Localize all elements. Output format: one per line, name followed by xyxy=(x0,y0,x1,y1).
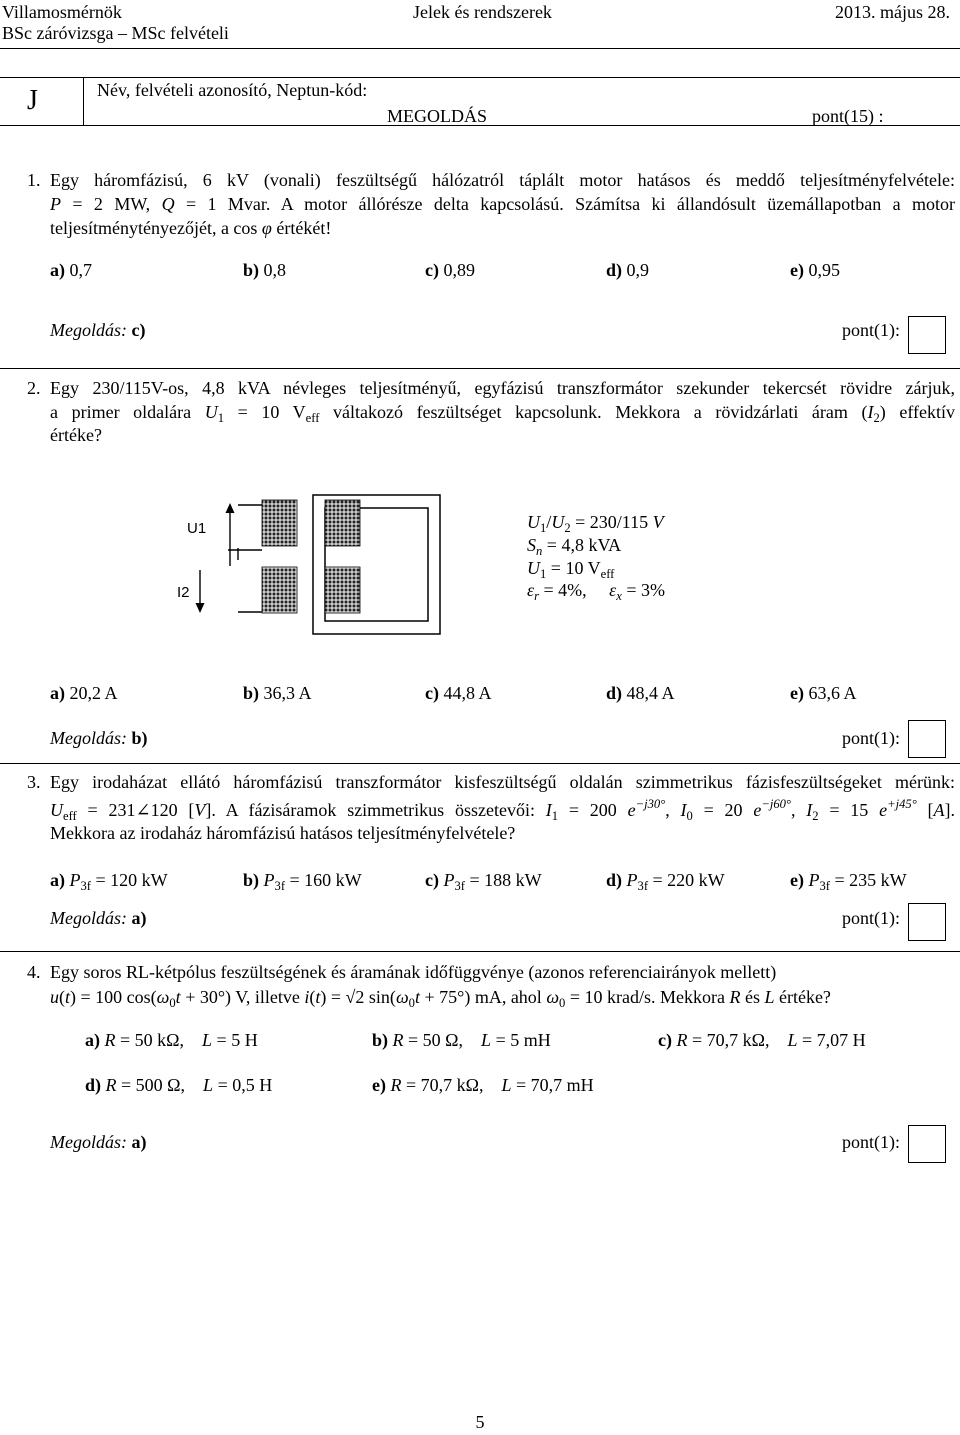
math-symbol: L xyxy=(203,1075,214,1095)
text-run: 0,7 xyxy=(69,260,92,280)
text-run: = 0,5 H xyxy=(213,1075,273,1095)
option-c xyxy=(425,259,475,281)
solution-value: b) xyxy=(131,728,148,748)
total-points-label: pont(15) : xyxy=(812,106,884,126)
problem-text-line xyxy=(50,193,955,215)
solution-value: a) xyxy=(131,1132,147,1152)
option-letter: e) xyxy=(790,870,804,890)
subscript: 1 xyxy=(217,410,225,425)
text-run: [ xyxy=(916,800,934,820)
math-symbol: t xyxy=(65,987,71,1007)
solution-value: a) xyxy=(131,908,147,928)
solution-row xyxy=(50,1131,146,1153)
superscript: −j60° xyxy=(761,797,791,812)
option-letter: d) xyxy=(606,683,623,703)
id-box-top-border xyxy=(0,77,960,78)
problem-number: 1. xyxy=(27,170,41,190)
option-e xyxy=(790,869,907,891)
option-letter: c) xyxy=(425,870,439,890)
figure-param-ratio xyxy=(527,511,664,533)
option-letter: a) xyxy=(85,1030,100,1050)
math-symbol: e xyxy=(753,800,762,820)
problem-divider xyxy=(0,763,960,764)
problem-text-line xyxy=(50,424,955,446)
math-symbol: e xyxy=(879,800,888,820)
primary-coil-inner xyxy=(325,500,360,546)
text-run: Egy irodaházat ellátó háromfázisú transzformátor kisfeszültségű oldalán szimmetrikus fázisfeszültségeket mérünk: xyxy=(50,772,955,792)
header-subject: Jelek és rendszerek xyxy=(413,2,552,22)
text-run: = 70,7 mH xyxy=(511,1075,594,1095)
math-symbol: R xyxy=(392,1030,404,1050)
math-symbol: u xyxy=(50,987,59,1007)
points-label: pont(1): xyxy=(842,728,900,748)
option-a xyxy=(50,682,118,704)
math-symbol: R xyxy=(676,1030,688,1050)
option-letter: b) xyxy=(243,683,260,703)
subscript: 0 xyxy=(408,995,415,1010)
points-box xyxy=(908,1125,946,1163)
problem-divider xyxy=(0,951,960,952)
current-arrowhead xyxy=(196,603,205,613)
problem-text-line xyxy=(50,217,955,239)
text-run: = 1 Mvar. A motor állórésze delta kapcsolású. Számítsa ki állandósult üzemállapotban a motor xyxy=(174,194,956,214)
text-run: és xyxy=(740,987,765,1007)
text-run: 44,8 A xyxy=(443,683,492,703)
current-label-i2: I2 xyxy=(177,584,190,601)
math-symbol: φ xyxy=(261,218,272,238)
text-run: ) effektív xyxy=(879,402,956,422)
math-symbol: L xyxy=(202,1030,213,1050)
option-value xyxy=(264,260,287,280)
secondary-coil-inner xyxy=(325,567,360,613)
math-symbol: U xyxy=(50,800,63,820)
subscript: 3f xyxy=(274,878,286,893)
math-symbol: Q xyxy=(161,194,175,214)
subscript: 0 xyxy=(559,995,566,1010)
points-box xyxy=(908,316,946,354)
text-run: = 231∠120 [ xyxy=(76,800,195,820)
points-box xyxy=(908,720,946,758)
text-run: 20,2 A xyxy=(69,683,118,703)
header-program-line1: Villamosmérnök xyxy=(2,2,122,22)
math-symbol: e xyxy=(627,800,636,820)
math-symbol: ε xyxy=(609,580,617,600)
option-value xyxy=(264,683,312,703)
option-a xyxy=(50,869,168,891)
text-run: a primer oldalára xyxy=(50,402,205,422)
option-letter: e) xyxy=(790,260,804,280)
text-run: = 188 kW xyxy=(464,870,542,890)
math-symbol: P xyxy=(50,194,61,214)
text-run: = 15 xyxy=(818,800,880,820)
primary-coil-outer xyxy=(262,500,297,546)
group-letter: J xyxy=(27,85,38,116)
option-e xyxy=(790,259,840,281)
option-d xyxy=(606,682,675,704)
option-letter: c) xyxy=(425,260,439,280)
option-value xyxy=(443,870,542,893)
math-symbol: U xyxy=(527,512,540,532)
secondary-coil-outer xyxy=(262,567,297,613)
math-symbol: R xyxy=(104,1030,116,1050)
option-c xyxy=(658,1029,866,1051)
subscript: 3f xyxy=(80,878,91,893)
text-run: 36,3 A xyxy=(263,683,312,703)
figure-param-voltage xyxy=(527,557,614,579)
header-program-line2: BSc záróvizsga – MSc felvételi xyxy=(2,23,229,43)
subscript: 1 xyxy=(551,808,559,823)
math-symbol: t xyxy=(414,987,420,1007)
option-a xyxy=(50,259,92,281)
text-run: = 120 kW xyxy=(91,870,168,890)
subscript: 3f xyxy=(819,878,830,893)
subscript: n xyxy=(536,543,543,558)
problem-number: 2. xyxy=(27,378,41,398)
text-run: = 500 Ω, xyxy=(116,1075,204,1095)
text-run: = 10 krad/s. Mekkora xyxy=(565,987,730,1007)
text-run: váltakozó feszültséget kapcsolunk. Mekkora a rövidzárlati áram ( xyxy=(319,402,868,422)
solution-label: Megoldás: xyxy=(50,1132,127,1152)
math-symbol: L xyxy=(764,987,775,1007)
solution-row xyxy=(50,319,145,341)
option-letter: c) xyxy=(425,683,439,703)
option-letter: a) xyxy=(50,260,65,280)
math-symbol: ε xyxy=(527,580,535,600)
option-letter: b) xyxy=(243,870,260,890)
text-run: = 50 kΩ, xyxy=(115,1030,203,1050)
math-symbol: V xyxy=(652,512,664,532)
option-value xyxy=(627,260,650,280)
math-symbol: U xyxy=(527,558,540,578)
problem-text-line xyxy=(50,799,955,821)
text-run: , xyxy=(790,800,807,820)
math-symbol: R xyxy=(390,1075,402,1095)
option-d xyxy=(606,259,649,281)
text-run: Egy soros RL-kétpólus feszültségének és áramának időfüggvénye (azonos referenciairányok mellett) xyxy=(50,962,777,982)
problem-text-line xyxy=(50,771,955,793)
text-run: Mekkora az irodaház háromfázisú hatásos teljesítményfelvétele? xyxy=(50,823,516,843)
math-symbol: P xyxy=(808,870,820,890)
option-letter: a) xyxy=(50,870,65,890)
subscript: eff xyxy=(600,566,615,581)
text-run: = 235 kW xyxy=(829,870,907,890)
text-run: értékét! xyxy=(271,218,332,238)
text-run: = 200 xyxy=(558,800,628,820)
subscript: 1 xyxy=(540,520,547,535)
math-symbol: V xyxy=(194,800,206,820)
text-run: + 75°) mA, ahol xyxy=(419,987,547,1007)
math-symbol: I xyxy=(545,800,552,820)
option-c xyxy=(425,682,492,704)
math-symbol: I xyxy=(867,402,874,422)
option-d xyxy=(85,1074,272,1096)
problem-number: 4. xyxy=(27,962,41,982)
option-value xyxy=(263,870,362,893)
option-value xyxy=(808,683,856,703)
text-run: = 230/115 xyxy=(570,512,653,532)
option-value xyxy=(808,870,907,893)
option-b xyxy=(243,259,286,281)
points-label: pont(1): xyxy=(842,1132,900,1152)
text-run: = 4%, xyxy=(539,580,610,600)
text-run: = 4,8 kVA xyxy=(542,535,622,555)
text-run: 0,89 xyxy=(443,260,475,280)
option-e xyxy=(372,1074,594,1096)
math-symbol: R xyxy=(729,987,741,1007)
text-run: = 2 MW, xyxy=(61,194,162,214)
text-run: teljesítménytényezőjét, a cos xyxy=(50,218,262,238)
text-run: ]. A fázisáramok szimmetrikus összetevői: xyxy=(205,800,546,820)
subscript: 3f xyxy=(454,878,465,893)
text-run: ]. xyxy=(944,800,956,820)
math-symbol: ω xyxy=(156,987,170,1007)
solution-value: c) xyxy=(131,320,146,340)
text-run: ( xyxy=(59,987,65,1007)
text-run: = 50 Ω, xyxy=(403,1030,482,1050)
math-symbol: R xyxy=(105,1075,117,1095)
option-a xyxy=(85,1029,258,1051)
text-run: = 5 mH xyxy=(491,1030,551,1050)
transformer-diagram xyxy=(165,488,450,640)
math-symbol: L xyxy=(501,1075,512,1095)
solution-label: Megoldás: xyxy=(50,320,127,340)
page-number: 5 xyxy=(475,1412,485,1432)
points-label: pont(1): xyxy=(842,320,900,340)
text-run: ) = √2 sin( xyxy=(320,987,396,1007)
option-d xyxy=(606,869,725,891)
option-value xyxy=(393,1030,551,1050)
option-letter: e) xyxy=(790,683,804,703)
name-label: Név, felvételi azonosító, Neptun-kód: xyxy=(97,80,368,100)
text-run: 0,9 xyxy=(626,260,650,280)
solution-row xyxy=(50,727,148,749)
subscript: 0 xyxy=(169,995,176,1010)
math-symbol: i xyxy=(304,987,310,1007)
option-e xyxy=(790,682,857,704)
text-run: Egy háromfázisú, 6 kV (vonali) feszültségű hálózatról táplált motor hatásos és meddő teljesítményfelvétele: xyxy=(50,170,955,190)
math-symbol: ω xyxy=(395,987,409,1007)
math-symbol: P xyxy=(263,870,275,890)
option-letter: d) xyxy=(606,870,623,890)
problem-divider xyxy=(0,368,960,369)
text-run: = 7,07 H xyxy=(797,1030,866,1050)
voltage-arrowhead xyxy=(226,503,235,513)
text-run: 63,6 A xyxy=(808,683,857,703)
text-run: értéke? xyxy=(50,425,102,445)
option-b xyxy=(243,682,312,704)
text-run: = 220 kW xyxy=(648,870,725,890)
problem-number: 3. xyxy=(27,772,41,792)
math-symbol: L xyxy=(787,1030,798,1050)
math-symbol: A xyxy=(933,800,945,820)
figure-param-rating xyxy=(527,534,621,556)
math-symbol: S xyxy=(527,535,536,555)
subscript: x xyxy=(616,588,622,603)
text-run: 0,8 xyxy=(263,260,287,280)
voltage-label-u1: U1 xyxy=(187,520,207,537)
text-run: = 5 H xyxy=(212,1030,258,1050)
superscript: −j30° xyxy=(635,797,666,812)
figure-param-epsilon xyxy=(527,579,665,601)
option-b xyxy=(243,869,362,891)
text-run: / xyxy=(546,512,552,532)
option-value xyxy=(390,1075,593,1095)
solution-label: Megoldás: xyxy=(50,728,127,748)
text-run: , xyxy=(665,800,681,820)
solution-label: Megoldás: xyxy=(50,908,127,928)
text-run: = 70,7 kΩ, xyxy=(687,1030,788,1050)
header-date: 2013. május 28. xyxy=(835,2,950,22)
subscript: r xyxy=(534,588,539,603)
text-run: Egy 230/115V-os, 4,8 kVA névleges teljesítményű, egyfázisú transzformátor szekunder tekercsét rövidre zárjuk, xyxy=(50,378,955,398)
option-value xyxy=(626,870,725,893)
option-value xyxy=(443,260,475,280)
math-symbol: ω xyxy=(546,987,560,1007)
math-symbol: L xyxy=(481,1030,492,1050)
option-value xyxy=(443,683,491,703)
math-symbol: I xyxy=(680,800,687,820)
superscript: +j45° xyxy=(887,797,917,812)
subscript: 2 xyxy=(812,808,819,823)
solution-row xyxy=(50,907,146,929)
points-box xyxy=(908,903,946,941)
math-symbol: t xyxy=(315,987,321,1007)
text-run: = 10 V xyxy=(546,558,601,578)
math-symbol: U xyxy=(204,402,218,422)
option-value xyxy=(70,260,93,280)
option-b xyxy=(372,1029,551,1051)
id-box-divider xyxy=(83,77,84,125)
subscript: eff xyxy=(63,808,77,823)
text-run: értéke? xyxy=(774,987,831,1007)
problem-text-line xyxy=(50,377,955,399)
subscript: 1 xyxy=(540,566,547,581)
option-value xyxy=(676,1030,865,1050)
option-letter: b) xyxy=(243,260,260,280)
text-run: ( xyxy=(309,987,316,1007)
text-run: = 10 V xyxy=(224,402,306,422)
option-letter: e) xyxy=(372,1075,386,1095)
math-symbol: P xyxy=(69,870,81,890)
subscript: 2 xyxy=(564,520,571,535)
text-run: 0,95 xyxy=(808,260,840,280)
option-value xyxy=(69,870,168,893)
header-divider xyxy=(0,48,960,49)
option-letter: a) xyxy=(50,683,65,703)
subscript: 3f xyxy=(637,878,649,893)
problem-text-line xyxy=(50,169,955,191)
text-run: = 3% xyxy=(621,580,665,600)
math-symbol: P xyxy=(626,870,638,890)
math-symbol: t xyxy=(175,987,181,1007)
option-letter: c) xyxy=(658,1030,672,1050)
option-letter: b) xyxy=(372,1030,389,1050)
option-value xyxy=(105,1030,258,1050)
option-value xyxy=(70,683,118,703)
text-run: + 30°) V, illetve xyxy=(180,987,305,1007)
option-value xyxy=(627,683,675,703)
text-run: 48,4 A xyxy=(626,683,675,703)
solution-title: MEGOLDÁS xyxy=(386,106,487,126)
subscript: 2 xyxy=(873,410,880,425)
text-run: = 20 xyxy=(692,800,754,820)
subscript: eff xyxy=(305,410,320,425)
problem-text-line xyxy=(50,822,955,844)
problem-text-line xyxy=(50,986,955,1008)
option-letter: d) xyxy=(606,260,623,280)
text-run: = 160 kW xyxy=(285,870,362,890)
text-run: = 70,7 kΩ, xyxy=(401,1075,502,1095)
problem-text-line xyxy=(50,961,955,983)
text-run: ) = 100 cos( xyxy=(70,987,157,1007)
math-symbol: I xyxy=(806,800,813,820)
option-letter: d) xyxy=(85,1075,102,1095)
option-value xyxy=(808,260,840,280)
subscript: 0 xyxy=(686,808,693,823)
option-c xyxy=(425,869,542,891)
problem-text-line xyxy=(50,401,955,423)
points-label: pont(1): xyxy=(842,908,900,928)
math-symbol: P xyxy=(443,870,455,890)
option-value xyxy=(106,1075,273,1095)
math-symbol: U xyxy=(551,512,565,532)
